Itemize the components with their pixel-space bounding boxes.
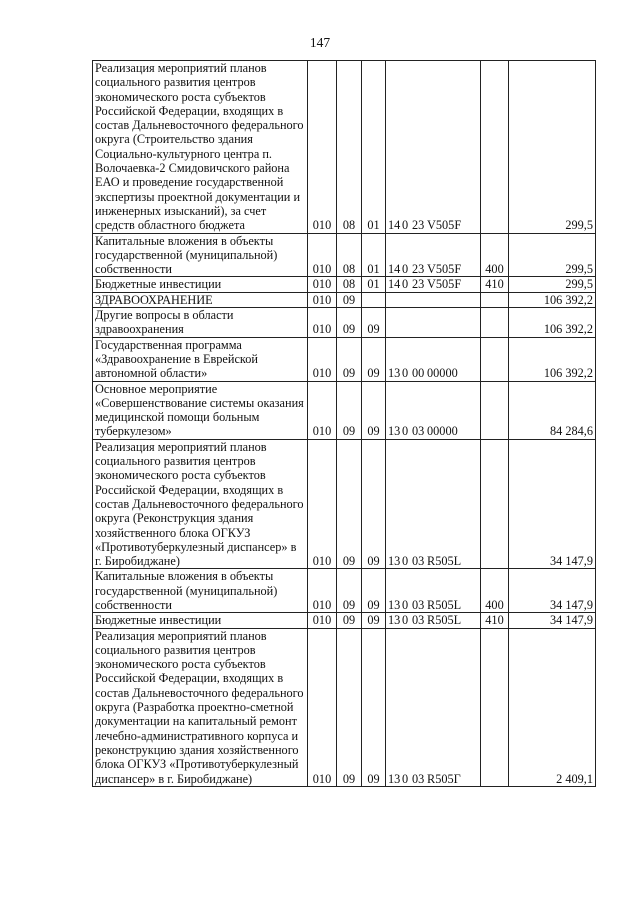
amount: 106 392,2 (509, 292, 596, 307)
table-row (93, 439, 596, 569)
admin-code: 010 (308, 613, 337, 628)
target-article-code (386, 628, 481, 786)
target-article-code (386, 569, 481, 613)
event-code: 03 (412, 424, 425, 439)
admin-code: 010 (308, 569, 337, 613)
program-code: 13 (388, 424, 401, 439)
program-code: 14 (388, 277, 401, 292)
amount: 84 284,6 (509, 381, 596, 439)
section-code: 09 (337, 381, 362, 439)
subprogram-code: 0 (402, 277, 409, 292)
amount: 34 147,9 (509, 613, 596, 628)
expense-type-code (481, 628, 509, 786)
subsection-code: 01 (362, 277, 386, 292)
row-description: Бюджетные инвестиции (93, 277, 308, 292)
direction-code: R505Г (427, 771, 461, 786)
subsection-code: 09 (362, 569, 386, 613)
subsection-code: 09 (362, 308, 386, 338)
program-code: 13 (388, 554, 401, 569)
program-code: 14 (388, 262, 401, 277)
program-code: 13 (388, 597, 401, 612)
direction-code: R505L (427, 613, 462, 628)
row-description: Реализация мероприятий планов социального развития центров экономического роста субъектов Российской Федерации, входящих в состав Дальневосточного федерального округа (Разработка проектно-сметной документации на капитальный ремонт лечебно-административного корпуса и реконструкцию здания хозяйственного блока ОГКУЗ «Противотуберкулезный диспансер» в г. Биробиджане) (93, 628, 308, 786)
target-article-code (386, 613, 481, 628)
row-description: Реализация мероприятий планов социального развития центров экономического роста субъектов Российской Федерации, входящих в состав Дальневосточного федерального округа (Строительство здания Социально-культурного центра п. Волочаевка-2 Смидовичского района ЕАО и проведение государственной экспертизы проектной документации и инженерных изысканий), за счет средств областного бюджета (93, 61, 308, 234)
admin-code: 010 (308, 308, 337, 338)
target-article-code (386, 337, 481, 381)
admin-code: 010 (308, 233, 337, 277)
expense-type-code (481, 292, 509, 307)
expense-type-code (481, 381, 509, 439)
expense-type-code (481, 439, 509, 569)
expense-type-code (481, 337, 509, 381)
subsection-code: 09 (362, 439, 386, 569)
row-description: ЗДРАВООХРАНЕНИЕ (93, 292, 308, 307)
table-row (93, 233, 596, 277)
program-code: 13 (388, 771, 401, 786)
admin-code: 010 (308, 277, 337, 292)
expense-type-code (481, 308, 509, 338)
section-code: 09 (337, 439, 362, 569)
table-row (93, 61, 596, 234)
budget-table (92, 60, 596, 787)
subsection-code: 09 (362, 337, 386, 381)
table-row (93, 628, 596, 786)
amount: 106 392,2 (509, 337, 596, 381)
row-description: Реализация мероприятий планов социального развития центров экономического роста субъектов Российской Федерации, входящих в состав Дальневосточного федерального округа (Реконструкция здания хозяйственного блока ОГКУЗ «Противотуберкулезный диспансер» в г. Биробиджане) (93, 439, 308, 569)
section-code: 08 (337, 61, 362, 234)
amount: 106 392,2 (509, 308, 596, 338)
table-row (93, 381, 596, 439)
program-code: 13 (388, 613, 401, 628)
page-number: 147 (309, 35, 331, 50)
program-code: 13 (388, 366, 401, 381)
section-code: 09 (337, 308, 362, 338)
amount: 2 409,1 (509, 628, 596, 786)
target-article-code (386, 292, 481, 307)
subprogram-code: 0 (402, 262, 409, 277)
table-row (93, 277, 596, 292)
table-row (93, 308, 596, 338)
target-article-code (386, 233, 481, 277)
table-row (93, 613, 596, 628)
expense-type-code (481, 61, 509, 234)
event-code: 00 (412, 366, 425, 381)
amount: 34 147,9 (509, 439, 596, 569)
row-description: Государственная программа «Здравоохранение в Еврейской автономной области» (93, 337, 308, 381)
admin-code: 010 (308, 337, 337, 381)
expense-type-code: 410 (481, 277, 509, 292)
target-article-code (386, 61, 481, 234)
subprogram-code: 0 (402, 597, 409, 612)
section-code: 09 (337, 337, 362, 381)
section-code: 09 (337, 613, 362, 628)
direction-code: 00000 (427, 424, 458, 439)
table-row (93, 292, 596, 307)
subsection-code: 09 (362, 381, 386, 439)
subprogram-code: 0 (402, 771, 409, 786)
amount: 299,5 (509, 61, 596, 234)
section-code: 08 (337, 233, 362, 277)
row-description: Бюджетные инвестиции (93, 613, 308, 628)
row-description: Капитальные вложения в объекты государственной (муниципальной) собственности (93, 233, 308, 277)
direction-code: R505L (427, 597, 462, 612)
target-article-code (386, 381, 481, 439)
admin-code: 010 (308, 439, 337, 569)
target-article-code (386, 439, 481, 569)
admin-code: 010 (308, 61, 337, 234)
event-code: 23 (412, 262, 425, 277)
admin-code: 010 (308, 381, 337, 439)
program-code: 14 (388, 218, 401, 233)
subsection-code: 09 (362, 628, 386, 786)
amount: 299,5 (509, 277, 596, 292)
direction-code: V505F (427, 277, 462, 292)
target-article-code (386, 277, 481, 292)
subprogram-code: 0 (402, 554, 409, 569)
event-code: 03 (412, 597, 425, 612)
row-description: Другие вопросы в области здравоохранения (93, 308, 308, 338)
admin-code: 010 (308, 628, 337, 786)
event-code: 23 (412, 277, 425, 292)
table-row (93, 337, 596, 381)
direction-code: 00000 (427, 366, 458, 381)
subprogram-code: 0 (402, 424, 409, 439)
subprogram-code: 0 (402, 218, 409, 233)
section-code: 09 (337, 628, 362, 786)
expense-type-code: 410 (481, 613, 509, 628)
target-article-code (386, 308, 481, 338)
budget-table-body (93, 61, 596, 787)
event-code: 03 (412, 771, 425, 786)
row-description: Капитальные вложения в объекты государственной (муниципальной) собственности (93, 569, 308, 613)
admin-code: 010 (308, 292, 337, 307)
subprogram-code: 0 (402, 366, 409, 381)
direction-code: R505L (427, 554, 462, 569)
subsection-code: 01 (362, 61, 386, 234)
row-description: Основное мероприятие «Совершенствование системы оказания медицинской помощи больным туберкулезом» (93, 381, 308, 439)
subsection-code: 01 (362, 233, 386, 277)
table-row (93, 569, 596, 613)
section-code: 08 (337, 277, 362, 292)
amount: 299,5 (509, 233, 596, 277)
direction-code: V505F (427, 262, 462, 277)
subsection-code (362, 292, 386, 307)
expense-type-code: 400 (481, 233, 509, 277)
direction-code: V505F (427, 218, 462, 233)
event-code: 03 (412, 613, 425, 628)
section-code: 09 (337, 292, 362, 307)
subsection-code: 09 (362, 613, 386, 628)
amount: 34 147,9 (509, 569, 596, 613)
expense-type-code: 400 (481, 569, 509, 613)
event-code: 23 (412, 218, 425, 233)
event-code: 03 (412, 554, 425, 569)
section-code: 09 (337, 569, 362, 613)
subprogram-code: 0 (402, 613, 409, 628)
